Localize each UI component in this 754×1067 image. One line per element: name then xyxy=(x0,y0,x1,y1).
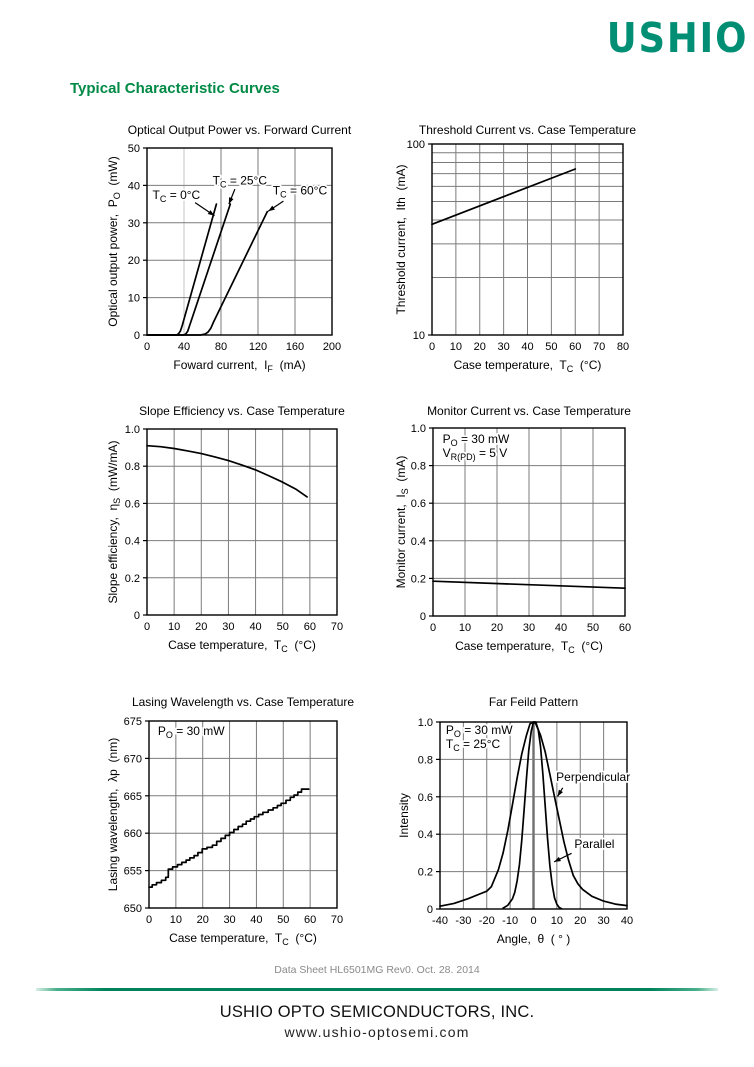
y-tick-label: 0 xyxy=(419,611,426,623)
x-tick-label: 50 xyxy=(276,621,289,633)
y-axis-label: Slope efficiency, $\eta_S$ (mW/mA) xyxy=(106,440,122,604)
x-tick-label: 30 xyxy=(497,341,510,353)
x-tick-label: 10 xyxy=(168,621,181,633)
x-axis-label: Case temperature, $T_C$ (°C) xyxy=(169,931,317,947)
section-heading: Typical Characteristic Curves xyxy=(70,80,280,97)
x-tick-label: 0 xyxy=(429,622,437,634)
x-tick-label: -30 xyxy=(455,915,472,927)
curve-label: Perpendicular xyxy=(556,769,631,784)
curve-label: Parallel xyxy=(574,837,615,852)
x-tick-label: 0 xyxy=(428,341,436,353)
chart-monitor-current-vs-case-temperature xyxy=(394,404,631,655)
y-tick-label: 0.6 xyxy=(124,498,140,511)
y-tick-label: 100 xyxy=(406,139,425,151)
website-link[interactable]: www.ushio-optosemi.com xyxy=(284,1024,470,1040)
x-tick-label: 50 xyxy=(277,914,290,926)
x-tick-label: 60 xyxy=(618,622,632,634)
y-tick-label: 0.6 xyxy=(417,791,433,804)
x-tick-label: 60 xyxy=(569,341,582,353)
curve-0 xyxy=(147,204,216,335)
y-axis-label: Intensity xyxy=(397,793,411,838)
annotation: $P_O = 30$ mW xyxy=(157,724,225,741)
x-axis-label: Case temperature, $T_C$ (°C) xyxy=(455,639,603,655)
x-tick-label: 20 xyxy=(490,622,504,634)
x-axis-label: Foward current, $I_F$ (mA) xyxy=(173,358,306,374)
x-axis-label: Case temperature, $T_C$ (°C) xyxy=(453,358,602,374)
y-tick-label: 0.8 xyxy=(410,460,426,473)
plot-frame xyxy=(149,721,337,908)
chart-far-feild-pattern xyxy=(397,695,633,946)
y-tick-label: 0.4 xyxy=(410,535,426,548)
chart-title: Slope Efficiency vs. Case Temperature xyxy=(139,404,345,418)
y-tick-label: 0 xyxy=(133,610,140,622)
x-tick-label: 0 xyxy=(143,341,151,353)
annotation: $P_O = 30$ mW xyxy=(442,432,510,449)
x-tick-label: 50 xyxy=(586,622,600,634)
y-tick-label: 655 xyxy=(123,865,142,878)
x-tick-label: 60 xyxy=(303,621,316,633)
curve-0 xyxy=(149,789,309,887)
y-tick-label: 30 xyxy=(127,217,140,230)
x-tick-label: 10 xyxy=(550,915,563,927)
x-tick-label: 40 xyxy=(521,341,534,353)
y-tick-label: 0.2 xyxy=(417,866,433,879)
x-tick-label: 50 xyxy=(545,341,558,353)
chart-title: Lasing Wavelength vs. Case Temperature xyxy=(131,695,355,709)
x-tick-label: -20 xyxy=(478,915,495,927)
y-tick-label: 0 xyxy=(133,330,140,342)
x-tick-label: 20 xyxy=(195,621,208,633)
y-tick-label: 1.0 xyxy=(124,424,140,436)
x-tick-label: 60 xyxy=(304,914,317,926)
x-tick-label: 200 xyxy=(322,341,342,353)
annotation: $P_O = 30$ mW xyxy=(445,723,513,740)
x-tick-label: 10 xyxy=(458,622,472,634)
y-tick-label: 0.2 xyxy=(124,572,140,585)
y-tick-label: 670 xyxy=(123,753,142,766)
curve-label: $T_C = 0^\circ C$ xyxy=(152,188,201,205)
x-tick-label: 40 xyxy=(620,915,634,927)
x-axis-label: Case temperature, $T_C$ (°C) xyxy=(168,638,316,654)
datasheet-reference: Data Sheet HL6501MG Rev0. Oct. 28. 2014 xyxy=(274,964,480,976)
x-tick-label: 10 xyxy=(169,914,182,926)
chart-title: Monitor Current vs. Case Temperature xyxy=(427,404,631,418)
x-tick-label: 30 xyxy=(597,915,610,927)
y-tick-label: 0.4 xyxy=(417,829,433,842)
y-tick-label: 650 xyxy=(123,903,142,915)
x-tick-label: 30 xyxy=(522,622,536,634)
y-tick-label: 1.0 xyxy=(410,423,426,435)
chart-slope-efficiency-vs-case-temperature xyxy=(106,404,345,654)
chart-title: Optical Output Power vs. Forward Current xyxy=(127,123,352,137)
y-tick-label: 675 xyxy=(123,716,142,728)
annotation: $T_C = 25^\circ C$ xyxy=(445,736,501,753)
y-tick-label: 0.2 xyxy=(410,573,426,586)
chart-lasing-wavelength-vs-case-temperature xyxy=(106,695,354,947)
x-tick-label: 40 xyxy=(250,914,263,926)
y-axis-label: Lasing wavelength, λp (nm) xyxy=(106,737,120,892)
chart-threshold-current-vs-case-temperature xyxy=(394,123,636,374)
x-tick-label: 40 xyxy=(177,341,191,353)
x-tick-label: 80 xyxy=(214,341,228,353)
y-tick-label: 50 xyxy=(127,143,140,155)
x-tick-label: -40 xyxy=(432,915,448,927)
x-axis-label: Angle, θ ( ° ) xyxy=(496,932,571,946)
y-tick-label: 0.4 xyxy=(124,535,140,548)
x-tick-label: 70 xyxy=(593,341,606,353)
y-axis-label: Threshold current, Ith (mA) xyxy=(394,164,408,315)
y-tick-label: 20 xyxy=(127,255,140,268)
y-tick-label: 1.0 xyxy=(417,717,433,729)
x-tick-label: 0 xyxy=(143,621,151,633)
y-tick-label: 10 xyxy=(412,330,425,342)
x-tick-label: -10 xyxy=(502,915,519,927)
x-tick-label: 30 xyxy=(223,914,236,926)
label-arrowhead xyxy=(268,206,275,212)
label-arrowhead xyxy=(558,790,563,797)
x-tick-label: 80 xyxy=(616,341,630,353)
footer-divider xyxy=(36,988,718,991)
y-tick-label: 0.8 xyxy=(124,461,140,474)
curve-label: $T_C = 25^\circ C$ xyxy=(212,173,268,190)
x-tick-label: 20 xyxy=(574,915,587,927)
curve-label: $T_C = 60^\circ C$ xyxy=(272,183,328,200)
y-tick-label: 665 xyxy=(123,790,142,803)
x-tick-label: 20 xyxy=(196,914,209,926)
x-tick-label: 40 xyxy=(249,621,262,633)
x-tick-label: 70 xyxy=(330,914,344,926)
y-tick-label: 40 xyxy=(127,180,140,193)
y-tick-label: 0 xyxy=(426,904,433,916)
plot-frame xyxy=(147,429,337,615)
x-tick-label: 10 xyxy=(449,341,462,353)
x-tick-label: 20 xyxy=(473,341,486,353)
x-tick-label: 30 xyxy=(222,621,235,633)
chart-title: Far Feild Pattern xyxy=(488,695,579,709)
x-tick-label: 70 xyxy=(330,621,344,633)
y-tick-label: 0.8 xyxy=(417,754,433,767)
y-tick-label: 660 xyxy=(123,828,142,841)
x-tick-label: 120 xyxy=(248,341,268,353)
company-name: USHIO OPTO SEMICONDUCTORS, INC. xyxy=(219,1003,535,1021)
curve-1 xyxy=(147,204,230,335)
label-arrowhead xyxy=(229,197,234,204)
x-tick-label: 40 xyxy=(554,622,568,634)
chart-title: Threshold Current vs. Case Temperature xyxy=(418,123,637,137)
chart-optical-output-power-vs-forward-current xyxy=(106,123,352,374)
ushio-logo: USHIO xyxy=(606,14,748,62)
y-axis-label: Monitor current, $I_S$ (mA) xyxy=(394,455,410,589)
x-tick-label: 160 xyxy=(285,341,305,353)
y-tick-label: 10 xyxy=(127,292,140,305)
y-tick-label: 0.6 xyxy=(410,498,426,511)
y-axis-label: Optical output power, $P_O$ (mW) xyxy=(106,156,122,327)
x-tick-label: 0 xyxy=(530,915,537,927)
x-tick-label: 0 xyxy=(145,914,153,926)
annotation: $V_{R(PD)} = 5$ V xyxy=(442,446,508,463)
label-arrowhead xyxy=(554,857,561,862)
